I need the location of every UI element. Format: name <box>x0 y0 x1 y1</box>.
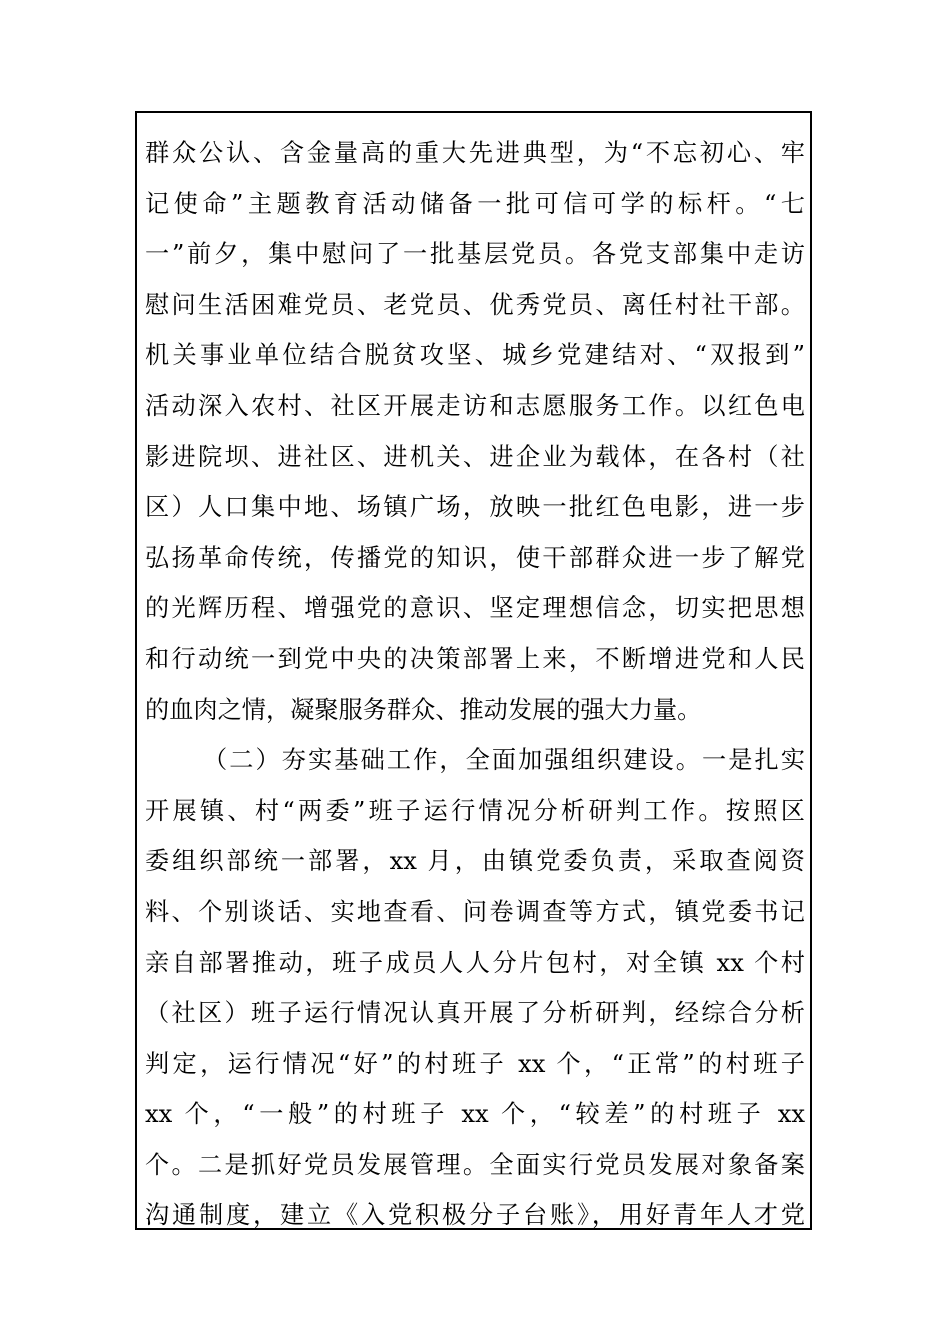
text-line: 亲自部署推动，班子成员人人分片包村，对全镇 xx 个村 <box>145 948 805 977</box>
text-line: 群众公认、含金量高的重大先进典型，为“不忘初心、牢 <box>145 139 805 167</box>
paragraph-end-line: 的血肉之情，凝聚服务群众、推动发展的强大力量。 <box>145 695 702 724</box>
text-line: 弘扬革命传统，传播党的知识，使干部群众进一步了解党 <box>145 543 805 572</box>
text-line: 委组织部统一部署，xx 月，由镇党委负责，采取查阅资 <box>145 847 805 876</box>
text-line: 和行动统一到党中央的决策部署上来，不断增进党和人民 <box>145 644 805 673</box>
section-heading-line: （二）夯实基础工作，全面加强组织建设。一是扎实 <box>203 746 805 775</box>
text-line: 活动深入农村、社区开展走访和志愿服务工作。以红色电 <box>145 391 805 420</box>
text-line: 一”前夕，集中慰问了一批基层党员。各党支部集中走访 <box>145 240 805 269</box>
text-line: 影进院坝、进社区、进机关、进企业为载体，在各村（社 <box>145 442 805 471</box>
text-line: 个。二是抓好党员发展管理。全面实行党员发展对象备案 <box>145 1150 805 1179</box>
text-line: 慰问生活困难党员、老党员、优秀党员、离任村社干部。 <box>145 290 805 319</box>
text-line: 机关事业单位结合脱贫攻坚、城乡党建结对、“双报到” <box>145 341 805 370</box>
text-line: 料、个别谈话、实地查看、问卷调查等方式，镇党委书记 <box>145 897 805 926</box>
text-line: 记使命”主题教育活动储备一批可信可学的标杆。“七 <box>145 189 805 218</box>
text-line: 判定，运行情况“好”的村班子 xx 个，“正常”的村班子 <box>145 1049 805 1078</box>
text-line: 开展镇、村“两委”班子运行情况分析研判工作。按照区 <box>145 796 805 825</box>
text-line: 的光辉历程、增强党的意识、坚定理想信念，切实把思想 <box>145 594 805 623</box>
document-body <box>145 128 805 1241</box>
text-line: 沟通制度，建立《入党积极分子台账》，用好青年人才党 <box>145 1201 805 1230</box>
text-line: xx 个，“一般”的村班子 xx 个，“较差”的村班子 xx <box>145 1100 805 1129</box>
text-line: 区）人口集中地、场镇广场，放映一批红色电影，进一步 <box>145 493 805 522</box>
text-line: （社区）班子运行情况认真开展了分析研判，经综合分析 <box>145 999 805 1028</box>
